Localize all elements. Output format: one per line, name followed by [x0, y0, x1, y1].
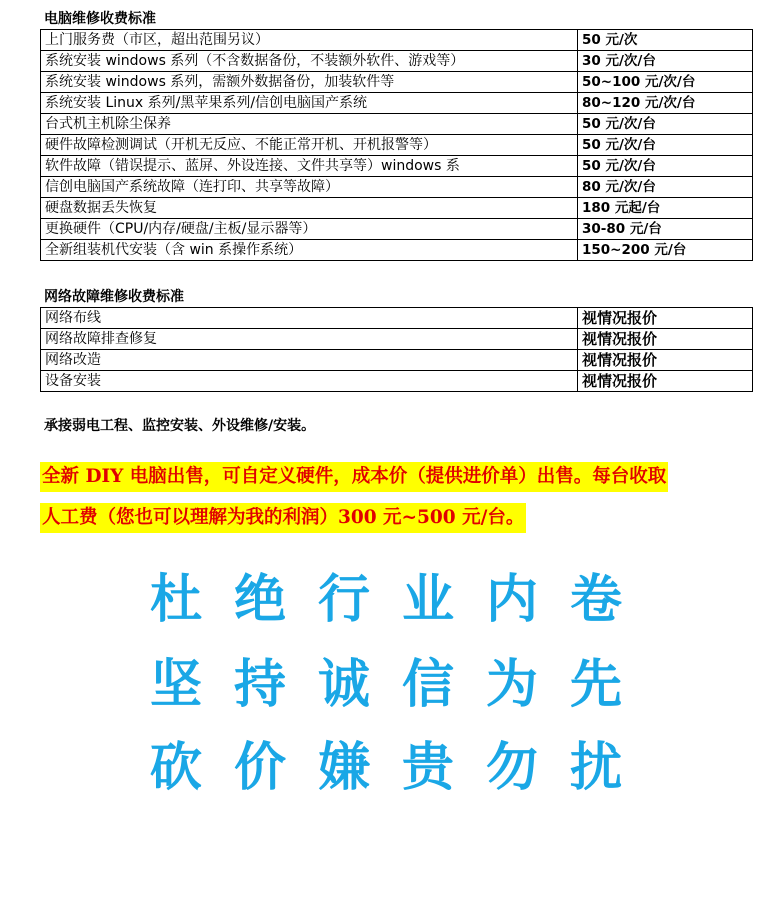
repair-price-table	[40, 29, 753, 261]
service-item: 信创电脑国产系统故障（连打印、共享等故障）	[41, 177, 578, 198]
service-fee: 视情况报价	[578, 371, 753, 392]
service-item: 更换硬件（CPU/内存/硬盘/主板/显示器等）	[41, 219, 578, 240]
table-row	[41, 93, 753, 114]
service-fee: 视情况报价	[578, 308, 753, 329]
service-fee: 50 元/次	[578, 30, 753, 51]
table-row	[41, 240, 753, 261]
table-row	[41, 198, 753, 219]
table-row	[41, 177, 753, 198]
service-item: 系统安装 windows 系列，需额外数据备份，加装软件等	[41, 72, 578, 93]
table-row	[41, 350, 753, 371]
service-fee: 180 元起/台	[578, 198, 753, 219]
table-row	[41, 114, 753, 135]
service-item: 全新组装机代安装（含 win 系操作系统）	[41, 240, 578, 261]
slogan-3: 砍价嫌贵勿扰	[150, 737, 655, 798]
table-row	[41, 308, 753, 329]
table-row	[41, 219, 753, 240]
service-fee: 视情况报价	[578, 329, 753, 350]
service-item: 硬件故障检测调试（开机无反应、不能正常开机、开机报警等）	[41, 135, 578, 156]
repair-section-title: 电脑维修收费标准	[44, 11, 156, 27]
service-item: 软件故障（错误提示、蓝屏、外设连接、文件共享等）windows 系	[41, 156, 578, 177]
table-row	[41, 371, 753, 392]
network-price-table	[40, 307, 753, 392]
service-item: 硬盘数据丢失恢复	[41, 198, 578, 219]
service-fee: 视情况报价	[578, 350, 753, 371]
service-item: 网络改造	[41, 350, 578, 371]
service-item: 系统安装 Linux 系列/黑苹果系列/信创电脑国产系统	[41, 93, 578, 114]
service-fee: 50 元/次/台	[578, 114, 753, 135]
promo-line-1: 全新 DIY 电脑出售，可自定义硬件，成本价（提供进价单）出售。每台收取	[40, 462, 668, 492]
service-fee: 30 元/次/台	[578, 51, 753, 72]
service-item: 台式机主机除尘保养	[41, 114, 578, 135]
slogan-2: 坚持诚信为先	[150, 654, 655, 715]
table-row	[41, 156, 753, 177]
service-item: 设备安装	[41, 371, 578, 392]
service-fee: 30-80 元/台	[578, 219, 753, 240]
table-row	[41, 329, 753, 350]
service-fee: 50 元/次/台	[578, 156, 753, 177]
service-item: 上门服务费（市区，超出范围另议）	[41, 30, 578, 51]
service-item: 系统安装 windows 系列（不含数据备份，不装额外软件、游戏等）	[41, 51, 578, 72]
table-row	[41, 51, 753, 72]
service-item: 网络故障排查修复	[41, 329, 578, 350]
service-fee: 50 元/次/台	[578, 135, 753, 156]
service-fee: 80~120 元/次/台	[578, 93, 753, 114]
table-row	[41, 135, 753, 156]
table-row	[41, 72, 753, 93]
table-row	[41, 30, 753, 51]
service-fee: 80 元/次/台	[578, 177, 753, 198]
service-fee: 50~100 元/次/台	[578, 72, 753, 93]
slogan-1: 杜绝行业内卷	[150, 569, 655, 630]
promo-line-2: 人工费（您也可以理解为我的利润）300 元~500 元/台。	[40, 503, 526, 533]
service-fee: 150~200 元/台	[578, 240, 753, 261]
services-note: 承接弱电工程、监控安装、外设维修/安装。	[44, 418, 316, 434]
service-item: 网络布线	[41, 308, 578, 329]
network-section-title: 网络故障维修收费标准	[44, 289, 184, 305]
